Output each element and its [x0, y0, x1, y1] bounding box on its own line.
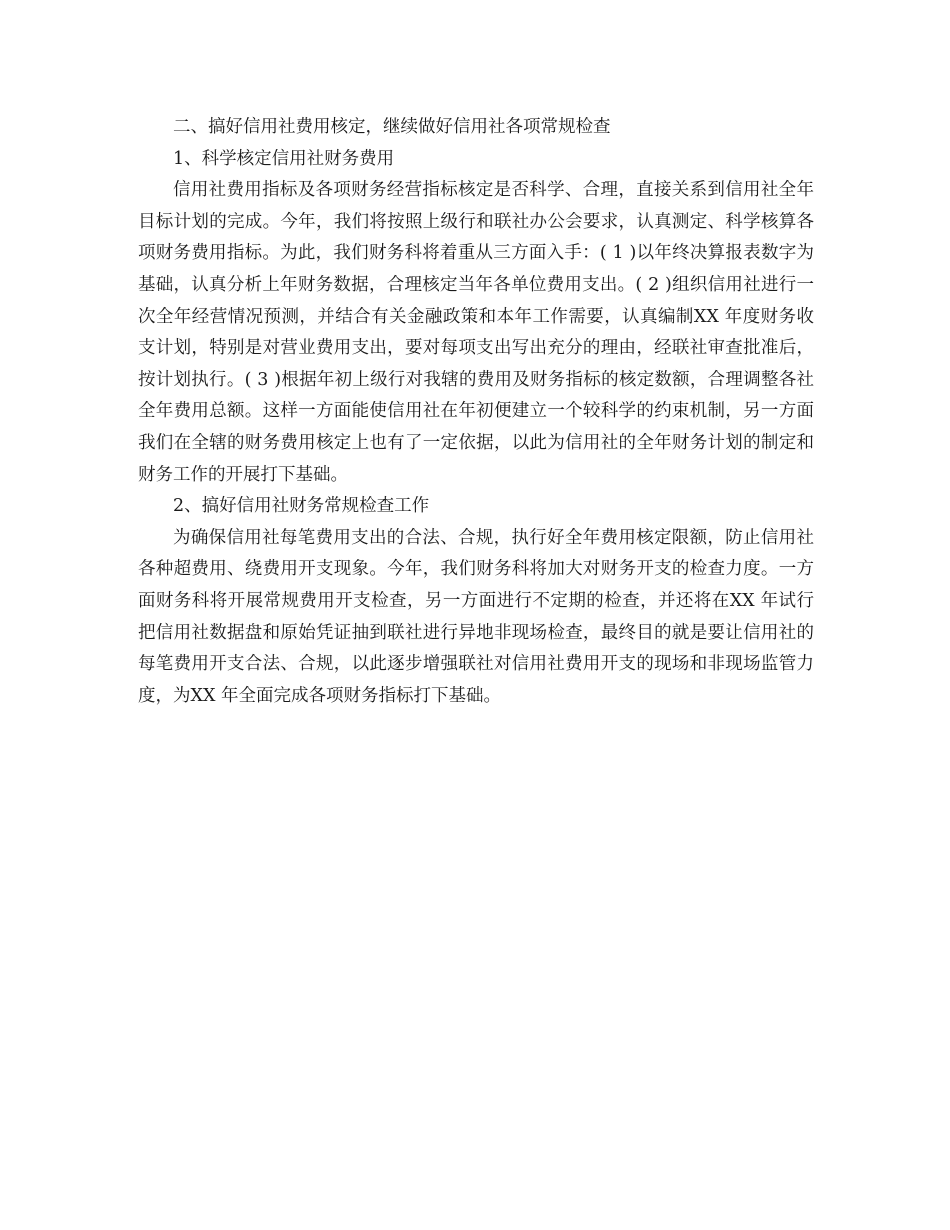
section-heading: 二、搞好信用社费用核定，继续做好信用社各项常规检查 [173, 117, 611, 137]
subsection-2-heading: 2、搞好信用社财务常规检查工作 [173, 496, 430, 517]
document-page [138, 112, 814, 712]
subsection-2-body: 为确保信用社每笔费用支出的合法、合规，执行好全年费用核定限额，防止信用社各种超费用、绕费用开支现象。今年，我们财务科将加大对财务开支的检查力度。一方面财务科将开展常规费用开支检查，另一方面进行不定期的检查，并还将在XX 年试行把信用社数据盘和原始凭证抽到联社进行异地非现场检查，最终目的就是要让信用社的每笔费用开支合法、合规，以此逐步增强联社对信用社费用开支的现场和非现场监管力度，为XX 年全面完成各项财务指标打下基础。 [138, 527, 814, 706]
subsection-1-heading: 1、科学核定信用社财务费用 [173, 148, 395, 169]
subsection-1-body: 信用社费用指标及各项财务经营指标核定是否科学、合理，直接关系到信用社全年目标计划的完成。今年，我们将按照上级行和联社办公会要求，认真测定、科学核算各项财务费用指标。为此，我们财务科将着重从三方面入手：( 1 )以年终决算报表数字为基础，认真分析上年财务数据，合理核定当年各单位费用支出。( 2 )组织信用社进行一次全年经营情况预测，并结合有关金融政策和本年工作需要，认真编制XX 年度财务收支计划，特别是对营业费用支出，要对每项支出写出充分的理由，经联社审查批准后，按计划执行。( 3 )根据年初上级行对我辖的费用及财务指标的核定数额，合理调整各社全年费用总额。这样一方面能使信用社在年初便建立一个较科学的约束机制，另一方面我们在全辖的财务费用核定上也有了一定依据，以此为信用社的全年财务计划的制定和财务工作的开展打下基础。 [138, 180, 814, 485]
